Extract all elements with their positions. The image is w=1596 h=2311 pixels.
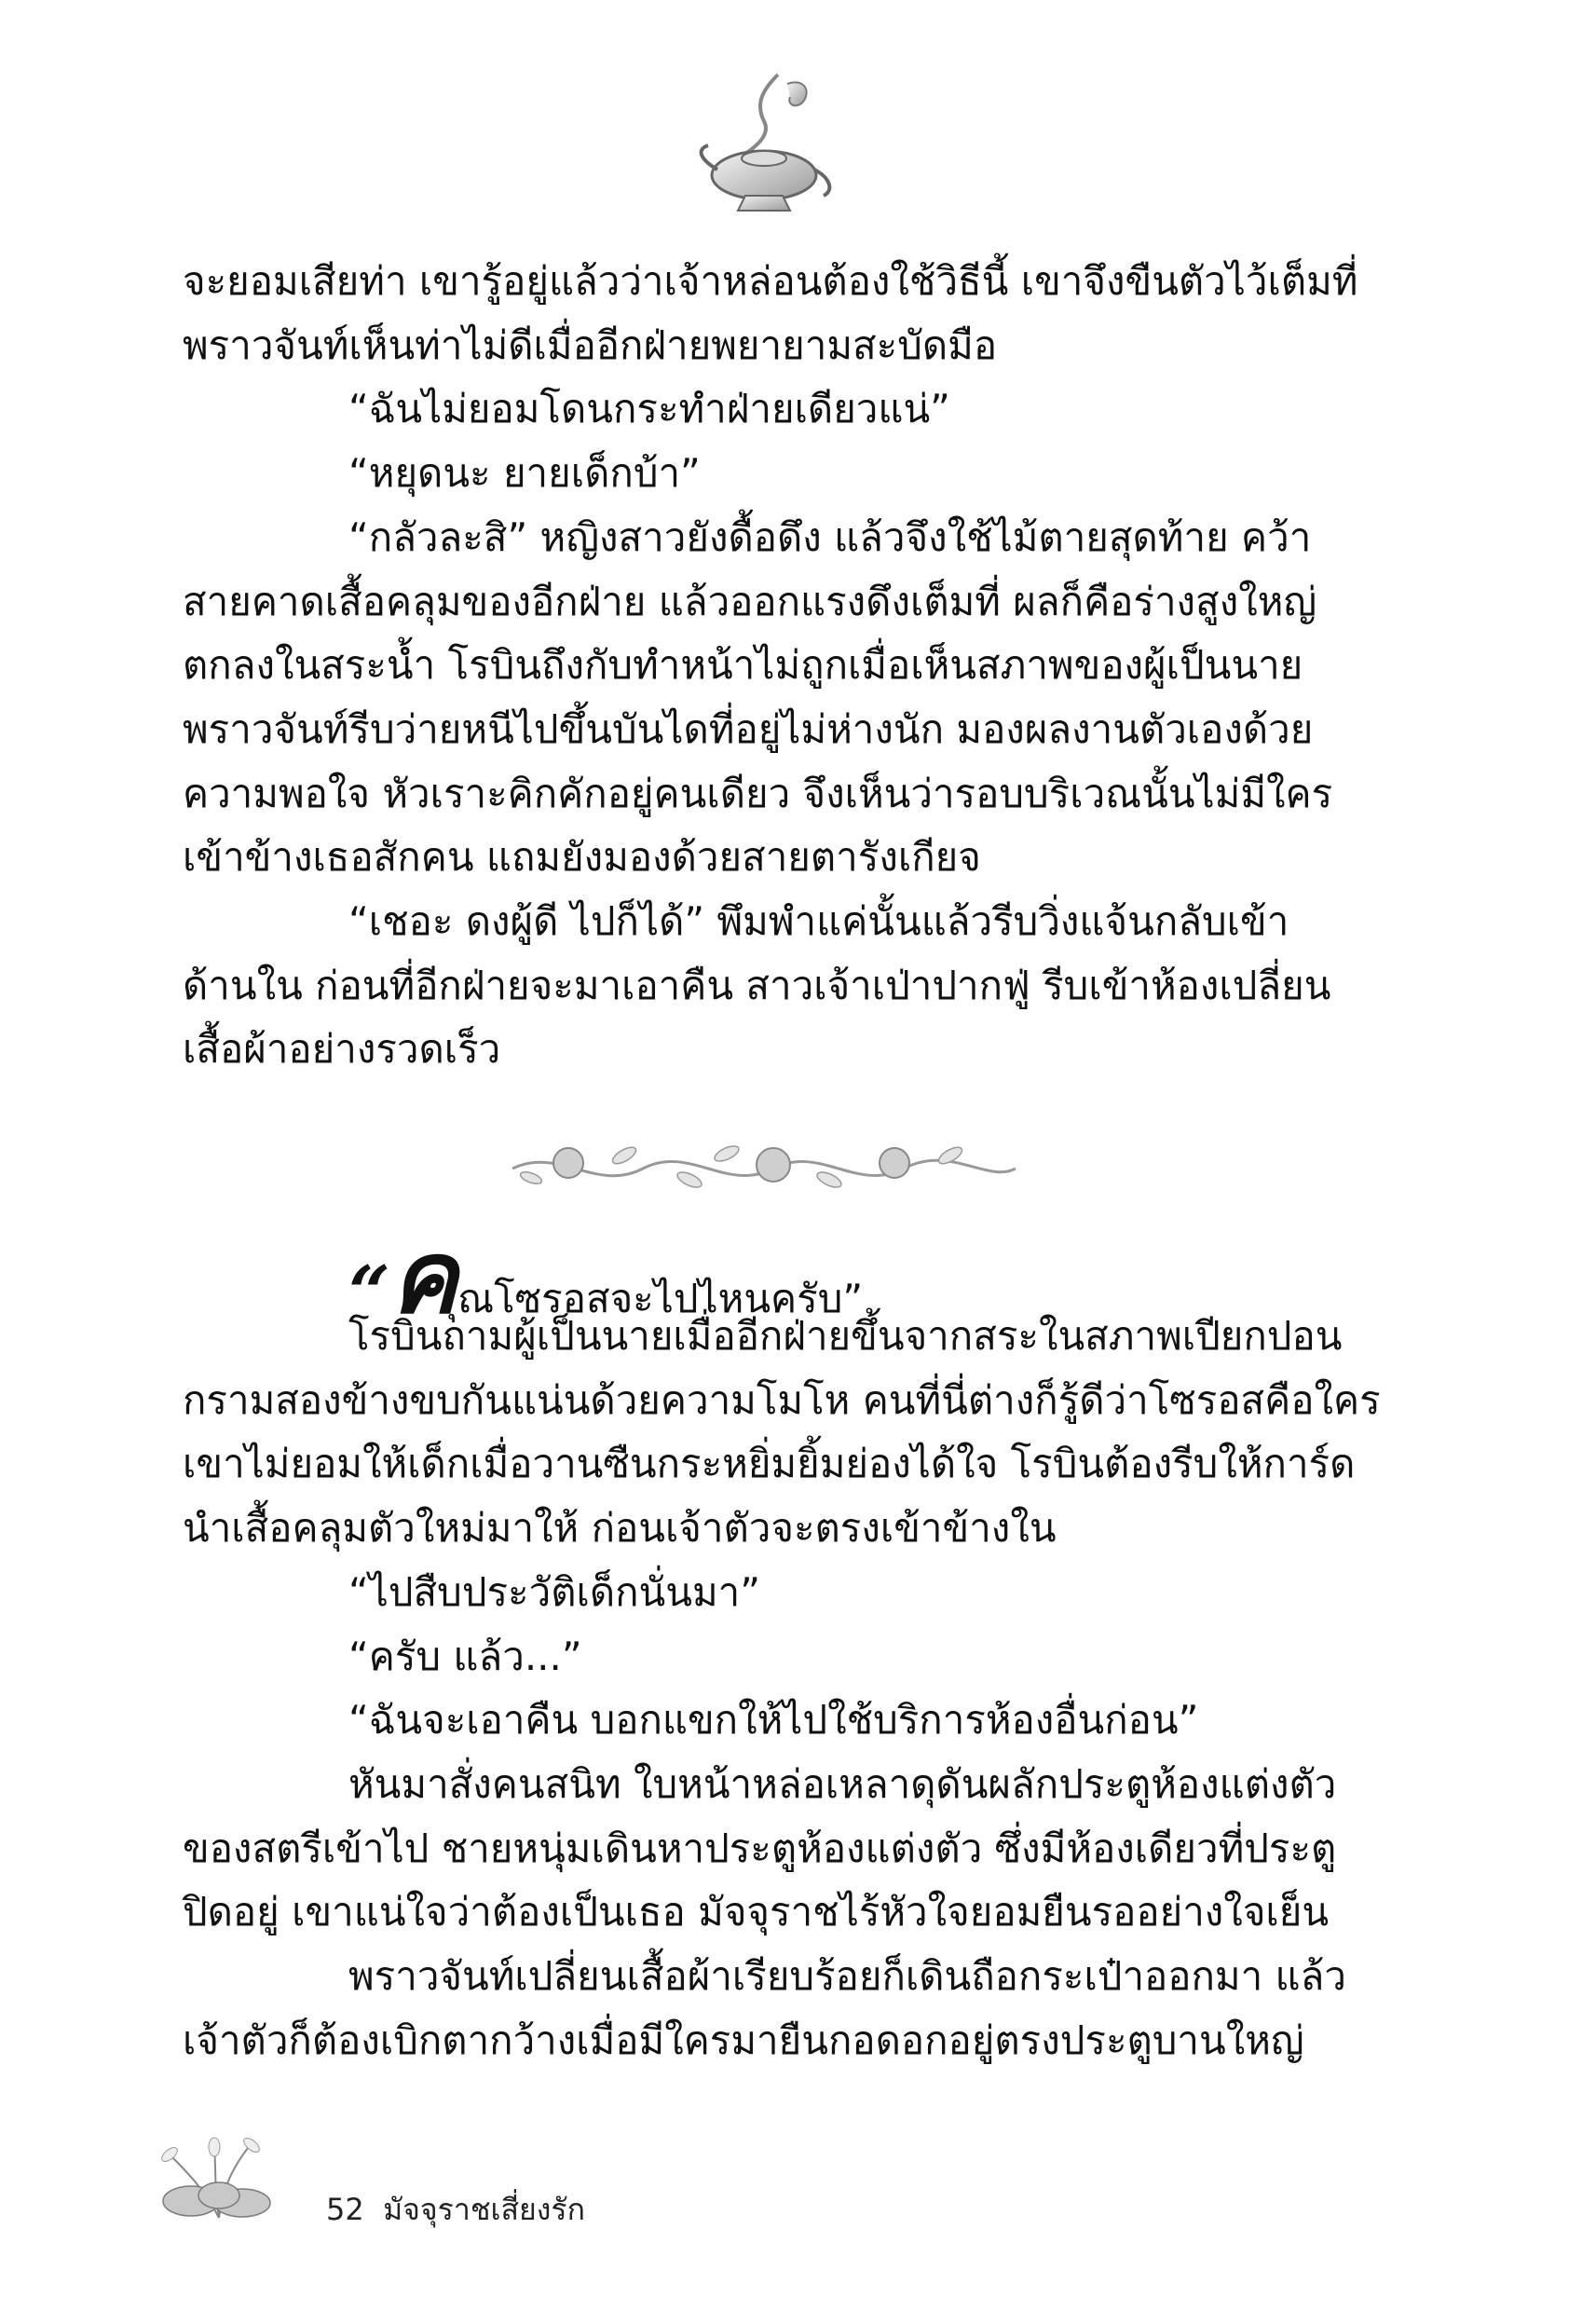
paragraph-line: ปิดอยู่ เขาแน่ใจว่าต้องเป็นเธอ มัจจุราชไร้หัวใจยอมยืนรออย่างใจเย็น (183, 1889, 1330, 1935)
paragraph-line: เสื้อผ้าอย่างรวดเร็ว (183, 1026, 501, 1073)
book-title: มัจจุราชเสี่ยงรัก (383, 2192, 585, 2227)
flower-bouquet-icon (149, 2134, 289, 2227)
paragraph-line: เข้าข้างเธอสักคน แถมยังมองด้วยสายตารังเกียจ (183, 834, 981, 881)
paragraph-line: “ฉันจะเอาคืน บอกแขกให้ไปใช้บริการห้องอื่นก่อน” (348, 1697, 1199, 1744)
teapot-lamp-icon (689, 65, 839, 224)
paragraph-line: เจ้าตัวก็ต้องเบิกตากว้างเมื่อมีใครมายืนกอดอกอยู่ตรงประตูบานใหญ่ (183, 2017, 1304, 2063)
paragraph-line: พราวจันท์รีบว่ายหนีไปขึ้นบันไดที่อยู่ไม่ห่างนัก มองผลงานตัวเองด้วย (183, 705, 1314, 752)
paragraph-line: พราวจันท์เห็นท่าไม่ดีเมื่ออีกฝ่ายพยายามสะบัดมือ (183, 321, 998, 368)
paragraph-line: หันมาสั่งคนสนิท ใบหน้าหล่อเหลาดุดันผลักประตูห้องแต่งตัว (348, 1760, 1337, 1807)
paragraph-line: “ครับ แล้ว...” (348, 1633, 582, 1679)
paragraph-line: โรบินถามผู้เป็นนายเมื่ออีกฝ่ายขึ้นจากสระในสภาพเปียกปอน (348, 1313, 1343, 1359)
paragraph-line: เขาไม่ยอมให้เด็กเมื่อวานซืนกระหยิ่มยิ้มย่องได้ใจ โรบินต้องรีบให้การ์ด (183, 1441, 1356, 1487)
text-block-1 (183, 250, 1375, 1082)
text-block-2 (183, 1305, 1381, 2072)
paragraph-line: “หยุดนะ ยายเด็กบ้า” (348, 450, 701, 497)
paragraph-line: ของสตรีเข้าไป ชายหนุ่มเดินหาประตูห้องแต่งตัว ซึ่งมีห้องเดียวที่ประตู (183, 1825, 1337, 1871)
floral-vine-divider-icon (503, 1128, 1025, 1202)
paragraph-line: นำเสื้อคลุมตัวใหม่มาให้ ก่อนเจ้าตัวจะตรงเข้าข้างใน (183, 1505, 1057, 1552)
paragraph-line: จะยอมเสียท่า เขารู้อยู่แล้วว่าเจ้าหล่อนต้องใช้วิธีนี้ เขาจึงขืนตัวไว้เต็มที่ (183, 258, 1358, 304)
paragraph-line: ตกลงในสระน้ำ โรบินถึงกับทำหน้าไม่ถูกเมื่อเห็นสภาพของผู้เป็นนาย (183, 642, 1303, 689)
paragraph-line: “กลัวละสิ” หญิงสาวยังดื้อดึง แล้วจึงใช้ไม้ตายสุดท้าย คว้า (348, 513, 1312, 560)
page-number: 52 (326, 2192, 364, 2227)
opening-line-text: ุณโซรอสจะไปไหนครับ” (457, 1276, 864, 1321)
opening-quote-mark: “ (348, 1251, 390, 1335)
paragraph-line: ด้านใน ก่อนที่อีกฝ่ายจะมาเอาคืน สาวเจ้าเป่าปากฟู่ รีบเข้าห้องเปลี่ยน (183, 962, 1331, 1008)
paragraph-line: สายคาดเสื้อคลุมของอีกฝ่าย แล้วออกแรงดึงเต็มที่ ผลก็คือร่างสูงใหญ่ (183, 578, 1317, 624)
paragraph-line: “ฉันไม่ยอมโดนกระทำฝ่ายเดียวแน่” (348, 386, 950, 432)
paragraph-line: กรามสองข้างขบกันแน่นด้วยความโมโห คนที่นี่ต่างก็รู้ดีว่าโซรอสคือใคร (183, 1376, 1381, 1423)
paragraph-line: ความพอใจ หัวเราะคิกคักอยู่คนเดียว จึงเห็นว่ารอบบริเวณนั้นไม่มีใคร (183, 770, 1333, 816)
paragraph-line: พราวจันท์เปลี่ยนเสื้อผ้าเรียบร้อยก็เดินถือกระเป๋าออกมา แล้ว (348, 1953, 1346, 2000)
paragraph-line: “เชอะ ดงผู้ดี ไปก็ได้” พึมพำแค่นั้นแล้วรีบวิ่งแจ้นกลับเข้า (348, 898, 1289, 945)
paragraph-line: “ไปสืบประวัติเด็กนั่นมา” (348, 1568, 760, 1615)
drop-cap-letter: ค (389, 1220, 458, 1336)
page-footer (326, 2186, 585, 2234)
